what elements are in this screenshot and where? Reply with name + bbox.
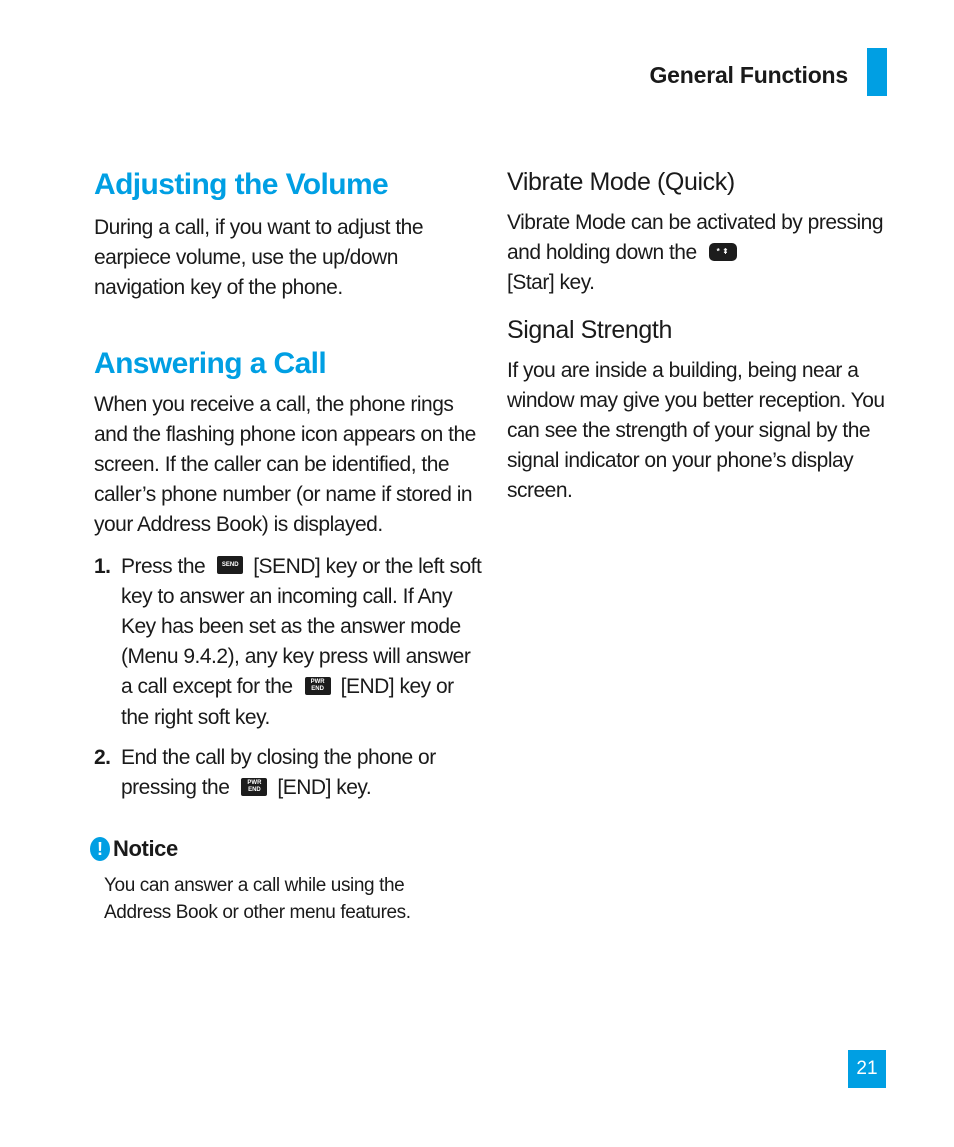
vibrate-paragraph [507, 208, 887, 299]
volume-heading: Adjusting the Volume [94, 168, 389, 201]
step-text: Press the [121, 554, 206, 578]
step-text: [END] key. [277, 776, 372, 800]
answer-step-1 [94, 552, 484, 733]
vibrate-text: Vibrate Mode can be activated by pressing and holding down the [507, 211, 884, 265]
volume-paragraph: During a call, if you want to adjust the earpiece volume, use the up/down navigation key of the phone. [94, 216, 424, 300]
end-key-icon: PWR END [241, 778, 267, 796]
step-text: [SEND] key or the left soft key to answer an incoming call. If Any Key has been set as the answer mode (Menu 9.4.2), any key press will answer a call except for the [121, 554, 482, 699]
answer-step-2 [94, 743, 484, 803]
notice-box [90, 836, 470, 926]
section-header-bar [867, 48, 887, 96]
answer-steps [94, 552, 484, 804]
notice-header [90, 836, 470, 862]
step-number: 2. [94, 745, 111, 769]
end-key-icon: PWR END [305, 677, 331, 695]
notice-title: Notice [113, 836, 178, 861]
step-text: End the call by closing the phone or pressing the [121, 745, 436, 800]
section-header-title: General Functions [649, 62, 848, 88]
step-text: [END] key or the right soft key. [121, 675, 454, 729]
left-column [94, 166, 484, 813]
signal-heading: Signal Strength [507, 315, 672, 344]
star-key-icon: * ⇞ [709, 243, 737, 261]
vibrate-text: [Star] key. [507, 271, 595, 295]
signal-paragraph: If you are inside a building, being near a window may give you better reception. You can see the strength of your signal by the signal indicator on your phone’s display screen. [507, 358, 885, 503]
send-key-icon: SEND [217, 556, 243, 574]
right-column [507, 166, 887, 507]
exclamation-icon: ! [90, 837, 110, 861]
step-number: 1. [94, 554, 111, 578]
answer-heading: Answering a Call [94, 346, 327, 380]
vibrate-heading: Vibrate Mode (Quick) [507, 168, 735, 196]
page-number: 21 [848, 1050, 886, 1088]
notice-text: You can answer a call while using the Address Book or other menu features. [104, 875, 411, 923]
answer-paragraph: When you receive a call, the phone rings and the flashing phone icon appears on the screen. If the caller can be identified, the caller’s phone number (or name if stored in your Address Book) is displayed. [94, 392, 476, 537]
